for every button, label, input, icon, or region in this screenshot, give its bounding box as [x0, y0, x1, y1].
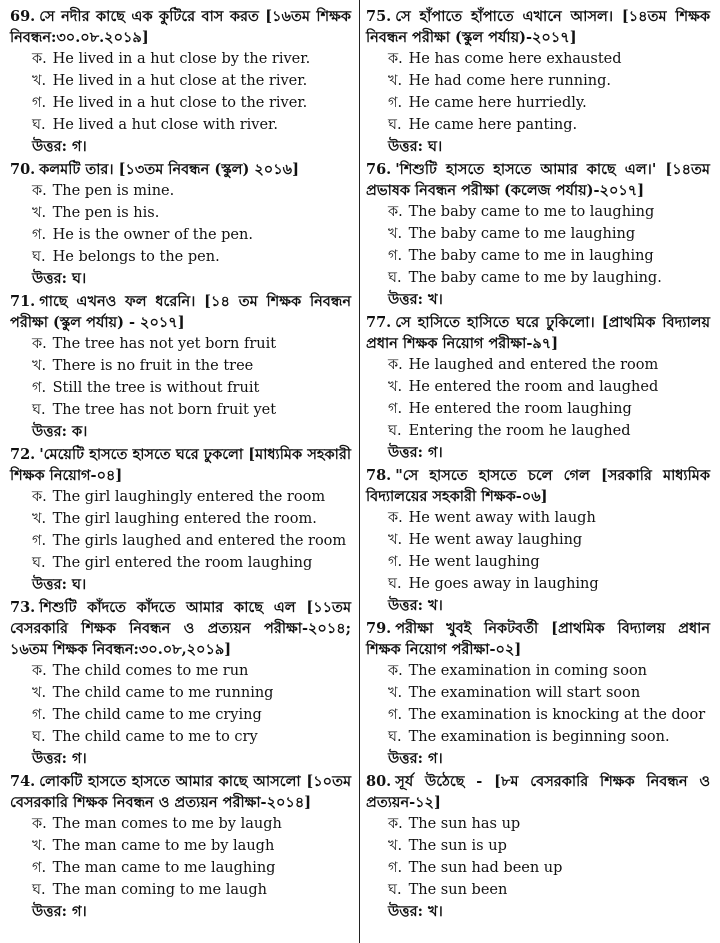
option-marker: ঘ. [32, 729, 46, 745]
option-text: The examination is beginning soon. [408, 729, 670, 745]
option-text: The examination is knocking at the door [408, 707, 706, 723]
option-text: The sun is up [408, 838, 507, 854]
option-text: He lived in a hut close to the river. [52, 95, 308, 111]
option-item [366, 879, 710, 901]
option-item [366, 835, 710, 857]
option-item [10, 486, 351, 508]
option-item [366, 201, 710, 223]
option-marker: ঘ. [388, 270, 402, 286]
option-text: He has come here exhausted [408, 51, 622, 67]
option-item [10, 180, 351, 202]
question-text: পরীক্ষা খুবই নিকটবর্তী [প্রাথমিক বিদ্যালয় প্রধান শিক্ষক নিয়োগ পরীক্ষা-০২] [366, 620, 710, 658]
option-item [10, 835, 351, 857]
option-marker: খ. [388, 73, 403, 89]
question-72 [10, 444, 351, 595]
option-marker: খ. [388, 838, 403, 854]
option-text: Entering the room he laughed [408, 423, 631, 439]
question-77 [366, 312, 710, 463]
option-marker: ঘ. [388, 729, 402, 745]
option-item [10, 92, 351, 114]
option-marker: ক. [388, 357, 403, 373]
option-marker: ঘ. [388, 576, 402, 592]
option-text: He lived in a hut close by the river. [52, 51, 311, 67]
option-item [366, 245, 710, 267]
option-text: The pen is his. [52, 205, 160, 221]
option-text: The baby came to me by laughing. [408, 270, 662, 286]
question-75 [366, 6, 710, 157]
option-text: The baby came to me in laughing [408, 248, 654, 264]
option-marker: খ. [388, 379, 403, 395]
option-item [10, 879, 351, 901]
option-item [10, 202, 351, 224]
question-text: সে হাসিতে হাসিতে ঘরে ঢুকিলো। [প্রাথমিক বিদ্যালয় প্রধান শিক্ষক নিয়োগ পরীক্ষা-৯৭] [366, 314, 710, 352]
option-marker: গ. [388, 707, 403, 723]
question-number: 79. [366, 620, 392, 637]
option-marker: গ. [32, 533, 47, 549]
option-item [366, 70, 710, 92]
option-item [366, 376, 710, 398]
option-item [366, 857, 710, 879]
option-item [10, 114, 351, 136]
option-text: The man came to me laughing [52, 860, 276, 876]
question-70 [10, 159, 351, 289]
option-marker: ক. [32, 183, 47, 199]
option-text: The child comes to me run [52, 663, 249, 679]
option-marker: খ. [388, 226, 403, 242]
option-marker: ক. [32, 51, 47, 67]
option-marker: ক. [32, 489, 47, 505]
option-item [366, 704, 710, 726]
option-marker: ঘ. [32, 249, 46, 265]
option-marker: খ. [32, 205, 47, 221]
question-text: 'মেয়েটি হাসতে হাসতে ঘরে ঢুকলো [মাধ্যমিক সহকারী শিক্ষক নিয়োগ-০৪] [10, 446, 351, 484]
option-item [366, 48, 710, 70]
question-number: 73. [10, 599, 36, 616]
option-marker: খ. [32, 73, 47, 89]
left-column [0, 0, 359, 943]
option-text: Still the tree is without fruit [52, 380, 260, 396]
option-text: The child came to me running [52, 685, 274, 701]
option-marker: ঘ. [32, 882, 46, 898]
answer-line: উত্তর: খ। [388, 597, 443, 614]
option-marker: ক. [32, 663, 47, 679]
answer-line: উত্তর: ক। [32, 423, 88, 440]
option-item [10, 530, 351, 552]
question-text: 'শিশুটি হাসতে হাসতে আমার কাছে এল।' [১৪তম প্রভাষক নিবন্ধন পরীক্ষা (কলেজ পর্যায়)-২০১৭] [366, 161, 710, 199]
option-item [10, 508, 351, 530]
option-text: The tree has not yet born fruit [52, 336, 277, 352]
option-text: He entered the room and laughed [408, 379, 659, 395]
question-number: 80. [366, 773, 392, 790]
option-item [10, 70, 351, 92]
option-text: He laughed and entered the room [408, 357, 659, 373]
option-marker: খ. [32, 358, 47, 374]
option-item [366, 507, 710, 529]
question-number: 69. [10, 8, 36, 25]
option-text: The baby came to me to laughing [408, 204, 655, 220]
option-item [366, 114, 710, 136]
question-stem [10, 597, 351, 660]
option-item [366, 682, 710, 704]
question-number: 78. [366, 467, 392, 484]
option-marker: ঘ. [32, 402, 46, 418]
question-stem [10, 771, 351, 813]
option-marker: গ. [32, 227, 47, 243]
question-number: 74. [10, 773, 36, 790]
option-marker: খ. [32, 838, 47, 854]
option-marker: ক. [32, 816, 47, 832]
question-stem [366, 771, 710, 813]
question-73 [10, 597, 351, 769]
question-text: সে নদীর কাছে এক কুটিরে বাস করত [১৬তম শিক্ষক নিবন্ধন:৩০.০৮.২০১৯] [10, 8, 351, 46]
option-item [10, 355, 351, 377]
answer-line: উত্তর: ঘ। [388, 138, 443, 155]
option-text: The child came to me to cry [52, 729, 258, 745]
question-text: সূর্য উঠেছে - [৮ম বেসরকারি শিক্ষক নিবন্ধন ও প্রত্যয়ন-১২] [366, 773, 710, 811]
option-text: He lived in a hut close at the river. [52, 73, 308, 89]
option-marker: খ. [388, 532, 403, 548]
option-marker: গ. [32, 95, 47, 111]
option-item [10, 682, 351, 704]
question-stem [366, 618, 710, 660]
option-marker: ঘ. [32, 117, 46, 133]
question-79 [366, 618, 710, 769]
question-text: "সে হাসতে হাসতে চলে গেল [সরকারি মাধ্যমিক বিদ্যালয়ের সহকারী শিক্ষক-০৬] [366, 467, 710, 505]
option-text: The man came to me by laugh [52, 838, 275, 854]
option-text: There is no fruit in the tree [52, 358, 254, 374]
option-item [10, 857, 351, 879]
option-marker: ক. [388, 51, 403, 67]
question-stem [10, 6, 351, 48]
option-item [366, 398, 710, 420]
question-number: 75. [366, 8, 392, 25]
question-80 [366, 771, 710, 922]
question-stem [10, 159, 351, 180]
option-marker: ক. [388, 204, 403, 220]
option-marker: গ. [32, 380, 47, 396]
question-text: কলমটি তার। [১৩তম নিবন্ধন (স্কুল) ২০১৬] [39, 161, 299, 178]
question-number: 71. [10, 293, 36, 310]
option-marker: খ. [32, 511, 47, 527]
option-item [10, 726, 351, 748]
option-text: He lived a hut close with river. [52, 117, 278, 133]
question-stem [366, 159, 710, 201]
option-text: He is the owner of the pen. [52, 227, 253, 243]
option-text: He went laughing [408, 554, 540, 570]
option-item [366, 223, 710, 245]
option-marker: খ. [388, 685, 403, 701]
option-item [10, 704, 351, 726]
option-item [10, 224, 351, 246]
question-number: 72. [10, 446, 36, 463]
question-text: সে হাঁপাতে হাঁপাতে এখানে আসল। [১৪তম শিক্ষক নিবন্ধন পরীক্ষা (স্কুল পর্যায়)-২০১৭] [366, 8, 710, 46]
option-item [366, 267, 710, 289]
option-text: The girls laughed and entered the room [52, 533, 347, 549]
question-number: 76. [366, 161, 392, 178]
question-text: শিশুটি কাঁদতে কাঁদতে আমার কাছে এল [১১তম বেসরকারি শিক্ষক নিবন্ধন ও প্রত্যয়ন পরীক্ষা-২০১৪; ১৬তম শিক্ষক নিবন্ধন:৩০.০৮,২০১৯] [10, 599, 351, 658]
option-text: The girl laughingly entered the room [52, 489, 326, 505]
option-marker: গ. [388, 248, 403, 264]
option-text: The baby came to me laughing [408, 226, 636, 242]
option-item [10, 813, 351, 835]
option-marker: ক. [388, 816, 403, 832]
option-item [10, 377, 351, 399]
option-marker: খ. [32, 685, 47, 701]
option-text: The examination in coming soon [408, 663, 648, 679]
option-marker: ক. [388, 510, 403, 526]
question-stem [366, 6, 710, 48]
question-text: লোকটি হাসতে হাসতে আমার কাছে আসলো [১০তম বেসরকারি শিক্ষক নিবন্ধন ও প্রত্যয়ন পরীক্ষা-২০১৪] [10, 773, 351, 811]
question-78 [366, 465, 710, 616]
option-marker: ঘ. [388, 882, 402, 898]
option-item [10, 48, 351, 70]
question-number: 77. [366, 314, 392, 331]
option-text: The sun been [408, 882, 508, 898]
answer-line: উত্তর: ঘ। [32, 270, 87, 287]
question-stem [10, 444, 351, 486]
option-text: He belongs to the pen. [52, 249, 220, 265]
option-item [366, 573, 710, 595]
option-text: He went away laughing [408, 532, 583, 548]
option-item [10, 399, 351, 421]
option-text: He went away with laugh [408, 510, 596, 526]
option-item [366, 92, 710, 114]
question-text: গাছে এখনও ফল ধরেনি। [১৪ তম শিক্ষক নিবন্ধন পরীক্ষা (স্কুল পর্যায়) - ২০১৭] [10, 293, 351, 331]
option-text: The examination will start soon [408, 685, 641, 701]
option-text: He goes away in laughing [408, 576, 599, 592]
option-text: The sun has up [408, 816, 521, 832]
answer-line: উত্তর: গ। [32, 138, 87, 155]
question-74 [10, 771, 351, 922]
option-text: He came here hurriedly. [408, 95, 587, 111]
option-marker: গ. [388, 95, 403, 111]
option-item [366, 420, 710, 442]
option-item [10, 552, 351, 574]
option-text: The tree has not born fruit yet [52, 402, 277, 418]
option-text: The pen is mine. [52, 183, 175, 199]
option-marker: গ. [388, 860, 403, 876]
answer-line: উত্তর: ঘ। [32, 576, 87, 593]
question-69 [10, 6, 351, 157]
option-item [10, 660, 351, 682]
option-marker: ঘ. [388, 117, 402, 133]
option-item [366, 660, 710, 682]
option-marker: গ. [32, 707, 47, 723]
option-text: He had come here running. [408, 73, 611, 89]
answer-line: উত্তর: গ। [388, 444, 443, 461]
option-text: The girl laughing entered the room. [52, 511, 317, 527]
option-marker: ক. [32, 336, 47, 352]
answer-line: উত্তর: গ। [32, 750, 87, 767]
option-marker: ঘ. [388, 423, 402, 439]
question-stem [366, 465, 710, 507]
answer-line: উত্তর: গ। [32, 903, 87, 920]
option-marker: গ. [388, 554, 403, 570]
question-stem [366, 312, 710, 354]
option-text: The man coming to me laugh [52, 882, 267, 898]
option-item [366, 813, 710, 835]
option-text: He entered the room laughing [408, 401, 632, 417]
answer-line: উত্তর: খ। [388, 903, 443, 920]
option-marker: গ. [388, 401, 403, 417]
option-text: The girl entered the room laughing [52, 555, 313, 571]
question-number: 70. [10, 161, 36, 178]
question-stem [10, 291, 351, 333]
answer-line: উত্তর: গ। [388, 750, 443, 767]
option-item [366, 529, 710, 551]
option-text: He came here panting. [408, 117, 578, 133]
answer-line: উত্তর: খ। [388, 291, 443, 308]
option-marker: ক. [388, 663, 403, 679]
question-76 [366, 159, 710, 310]
option-item [10, 333, 351, 355]
option-text: The child came to me crying [52, 707, 262, 723]
option-item [366, 726, 710, 748]
option-item [366, 551, 710, 573]
option-marker: গ. [32, 860, 47, 876]
option-marker: ঘ. [32, 555, 46, 571]
option-item [366, 354, 710, 376]
right-column [359, 0, 718, 943]
option-text: The sun had been up [408, 860, 563, 876]
option-text: The man comes to me by laugh [52, 816, 282, 832]
option-item [10, 246, 351, 268]
question-71 [10, 291, 351, 442]
